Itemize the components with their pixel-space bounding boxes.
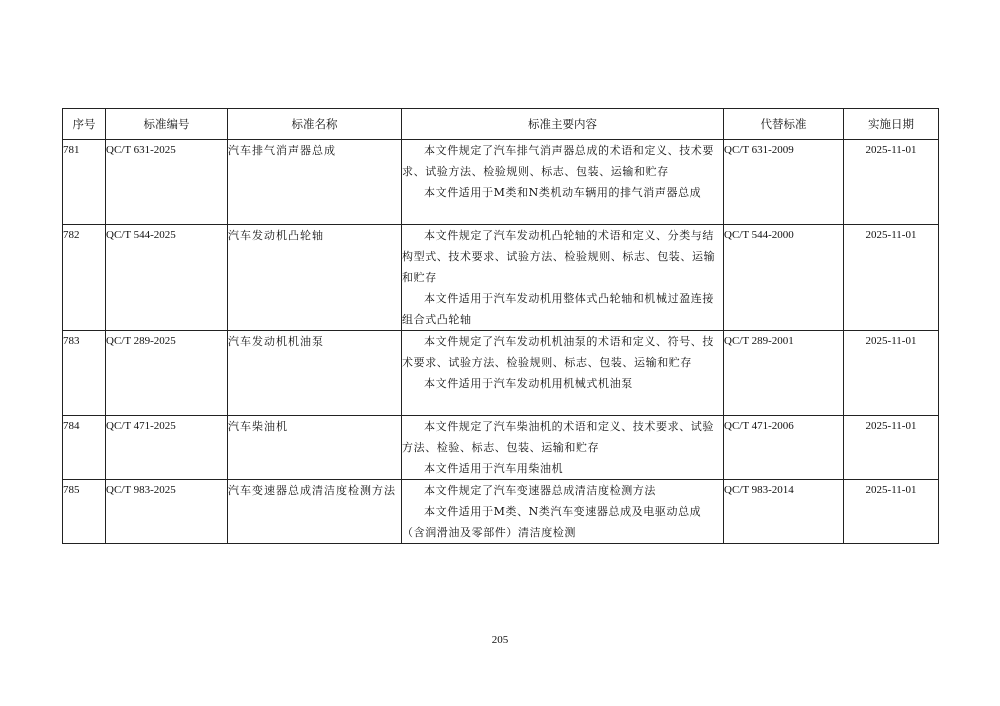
row-content <box>402 416 724 480</box>
content-applicability: 本文件适用于M类和N类机动车辆用的排气消声器总成 <box>424 186 702 199</box>
table-row <box>63 331 939 416</box>
row-code: QC/T 631-2025 <box>106 140 228 225</box>
table-header-row <box>63 109 939 140</box>
row-replaced: QC/T 544-2000 <box>724 225 844 331</box>
content-applicability: 本文件适用于汽车发动机用机械式机油泵 <box>424 377 633 390</box>
table-row <box>63 140 939 225</box>
page-number: 205 <box>491 634 509 646</box>
row-content <box>402 225 724 331</box>
header-date: 实施日期 <box>844 109 939 140</box>
row-content <box>402 331 724 416</box>
content-scope: 本文件规定了汽车发动机凸轮轴的术语和定义、分类与结构型式、技术要求、试验方法、检验规则、标志、包装、运输和贮存 <box>402 229 716 284</box>
header-seq: 序号 <box>63 109 106 140</box>
row-code: QC/T 544-2025 <box>106 225 228 331</box>
content-applicability: 本文件适用于汽车发动机用整体式凸轮轴和机械过盈连接组合式凸轮轴 <box>402 292 714 326</box>
header-replaced: 代替标准 <box>724 109 844 140</box>
row-replaced: QC/T 471-2006 <box>724 416 844 480</box>
header-name: 标准名称 <box>228 109 402 140</box>
content-scope: 本文件规定了汽车排气消声器总成的术语和定义、技术要求、试验方法、检验规则、标志、包装、运输和贮存 <box>402 144 714 178</box>
row-code: QC/T 983-2025 <box>106 480 228 544</box>
header-content: 标准主要内容 <box>402 109 724 140</box>
row-content <box>402 140 724 225</box>
row-date: 2025-11-01 <box>844 416 939 480</box>
row-date: 2025-11-01 <box>844 480 939 544</box>
row-name: 汽车发动机凸轮轴 <box>228 225 402 331</box>
row-content <box>402 480 724 544</box>
row-date: 2025-11-01 <box>844 225 939 331</box>
row-name: 汽车排气消声器总成 <box>228 140 402 225</box>
row-name: 汽车变速器总成清洁度检测方法 <box>228 480 402 544</box>
row-seq: 783 <box>63 331 106 416</box>
content-scope: 本文件规定了汽车变速器总成清洁度检测方法 <box>424 484 656 497</box>
row-date: 2025-11-01 <box>844 140 939 225</box>
content-scope: 本文件规定了汽车柴油机的术语和定义、技术要求、试验方法、检验、标志、包装、运输和贮存 <box>402 420 714 454</box>
table-row <box>63 416 939 480</box>
row-replaced: QC/T 289-2001 <box>724 331 844 416</box>
row-replaced: QC/T 631-2009 <box>724 140 844 225</box>
content-applicability: 本文件适用于汽车用柴油机 <box>424 462 564 475</box>
table-row <box>63 480 939 544</box>
row-date: 2025-11-01 <box>844 331 939 416</box>
row-seq: 781 <box>63 140 106 225</box>
standards-table <box>62 108 939 544</box>
row-code: QC/T 471-2025 <box>106 416 228 480</box>
row-seq: 782 <box>63 225 106 331</box>
row-replaced: QC/T 983-2014 <box>724 480 844 544</box>
row-name: 汽车柴油机 <box>228 416 402 480</box>
row-name: 汽车发动机机油泵 <box>228 331 402 416</box>
row-seq: 784 <box>63 416 106 480</box>
row-seq: 785 <box>63 480 106 544</box>
content-applicability: 本文件适用于M类、N类汽车变速器总成及电驱动总成（含润滑油及零部件）清洁度检测 <box>402 505 702 539</box>
header-code: 标准编号 <box>106 109 228 140</box>
table-row <box>63 225 939 331</box>
content-scope: 本文件规定了汽车发动机机油泵的术语和定义、符号、技术要求、试验方法、检验规则、标志、包装、运输和贮存 <box>402 335 714 369</box>
row-code: QC/T 289-2025 <box>106 331 228 416</box>
